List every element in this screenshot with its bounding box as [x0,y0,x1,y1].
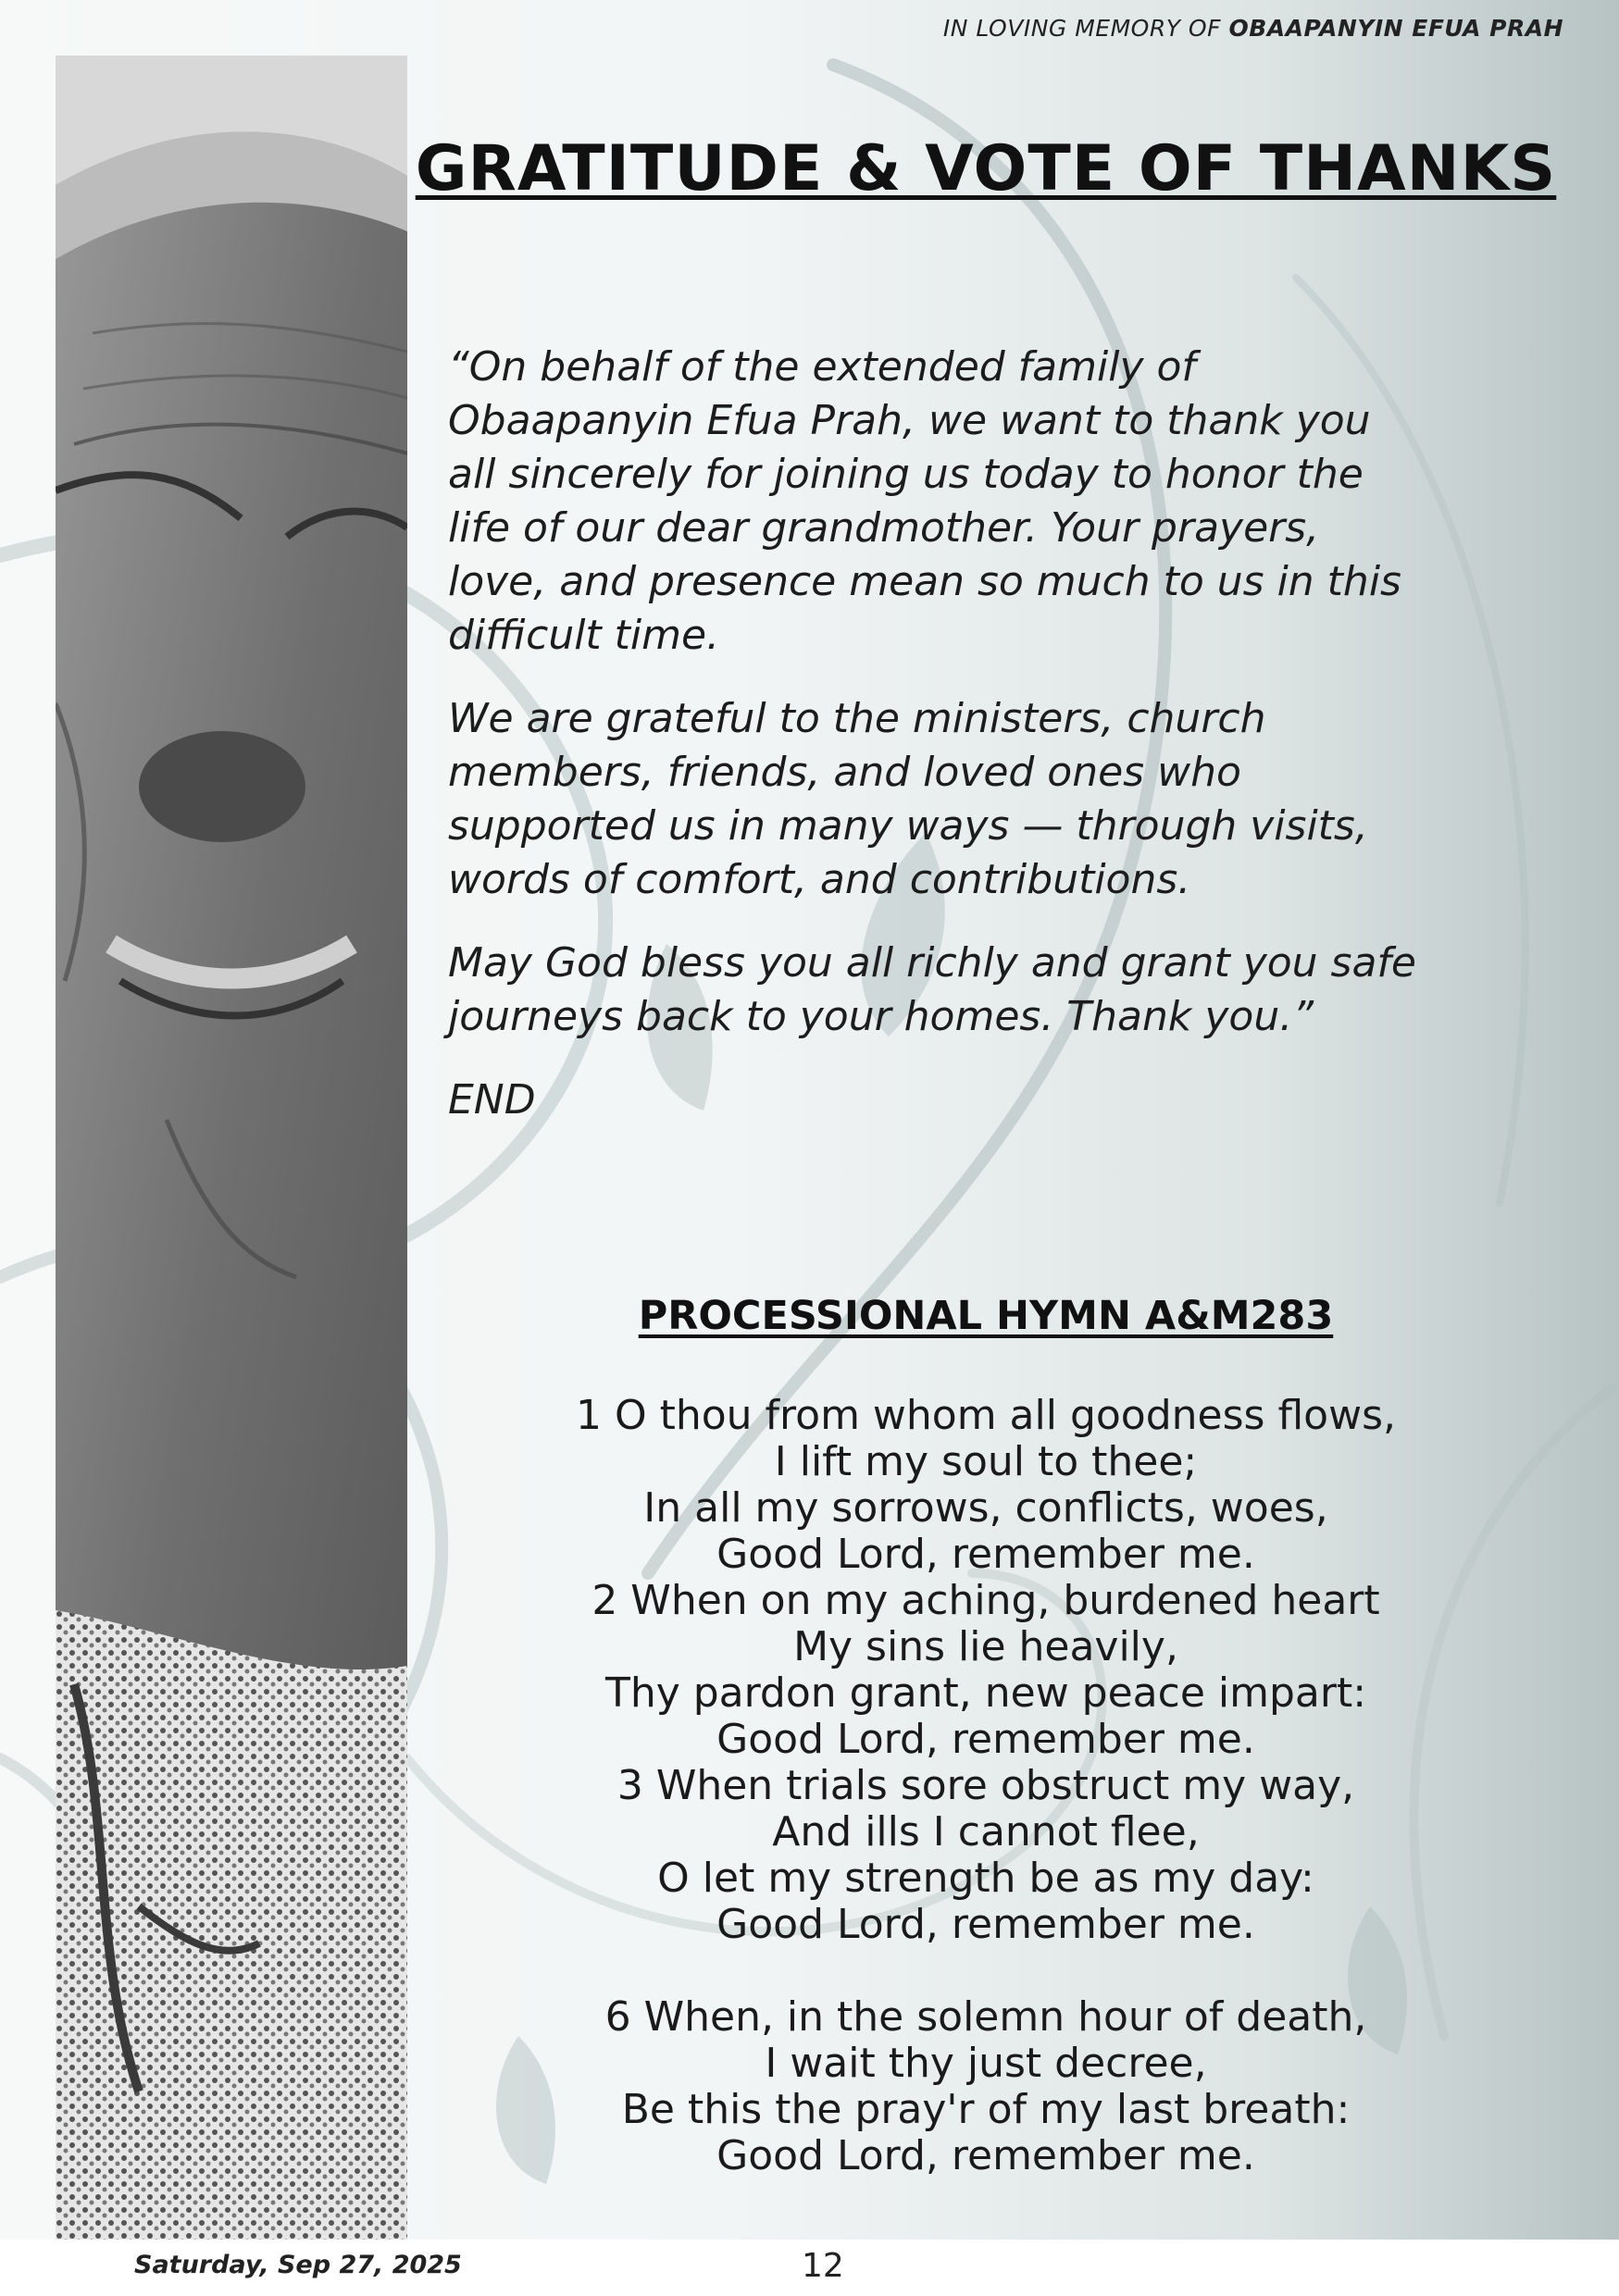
hymn-verses-1-3: 1 O thou from whom all goodness flows, I lift my soul to thee; In all my sorrows, conflicts, woes, Good Lord, remember me. 2 When on my aching, burdened heart My sins lie heavily, Thy pardon grant, new peace impart: Good Lord, remember me. 3 When trials sore obstruct my way, And ills I cannot flee, O let my strength be as my day: Good Lord, remember me. [576,1392,1396,1948]
portrait-photo [56,56,407,2240]
thanks-paragraph: “On behalf of the extended family of Obaapanyin Efua Prah, we want to thank you all sincerely for joining us today to honor the life of our dear grandmother. Your prayers, love, and presence mean so much to us in this difficult time. [448,343,1401,659]
page-title [407,133,1564,205]
memorial-header [943,15,1563,42]
header-name: OBAAPANYIN EFUA PRAH [1228,15,1563,42]
page-number: 12 [802,2247,844,2285]
hymn-heading [407,1293,1564,1339]
thanks-paragraph: We are grateful to the ministers, church members, friends, and loved ones who supported us in many ways — through visits, words of comfort, and contributions. [448,695,1368,903]
thanks-message [448,341,1559,1157]
header-prefix: IN LOVING MEMORY OF [942,15,1229,42]
hymn-title: PROCESSIONAL HYMN A&M283 [638,1293,1334,1339]
hymn-verse-6: 6 When, in the solemn hour of death, I wait thy just decree, Be this the pray'r of my last breath: Good Lord, remember me. [604,1993,1367,2179]
thanks-paragraph: May God bless you all richly and grant you safe journeys back to your homes. Thank you.” [448,939,1416,1040]
footer-date: Saturday, Sep 27, 2025 [134,2251,462,2279]
portrait-photo-icon [56,56,407,2240]
verse-spacer [407,1948,1564,1994]
thanks-end: END [448,1076,536,1123]
hymn-lyrics [407,1393,1564,2179]
content-area [407,56,1564,2240]
page-title-text: GRATITUDE & VOTE OF THANKS [415,132,1557,205]
